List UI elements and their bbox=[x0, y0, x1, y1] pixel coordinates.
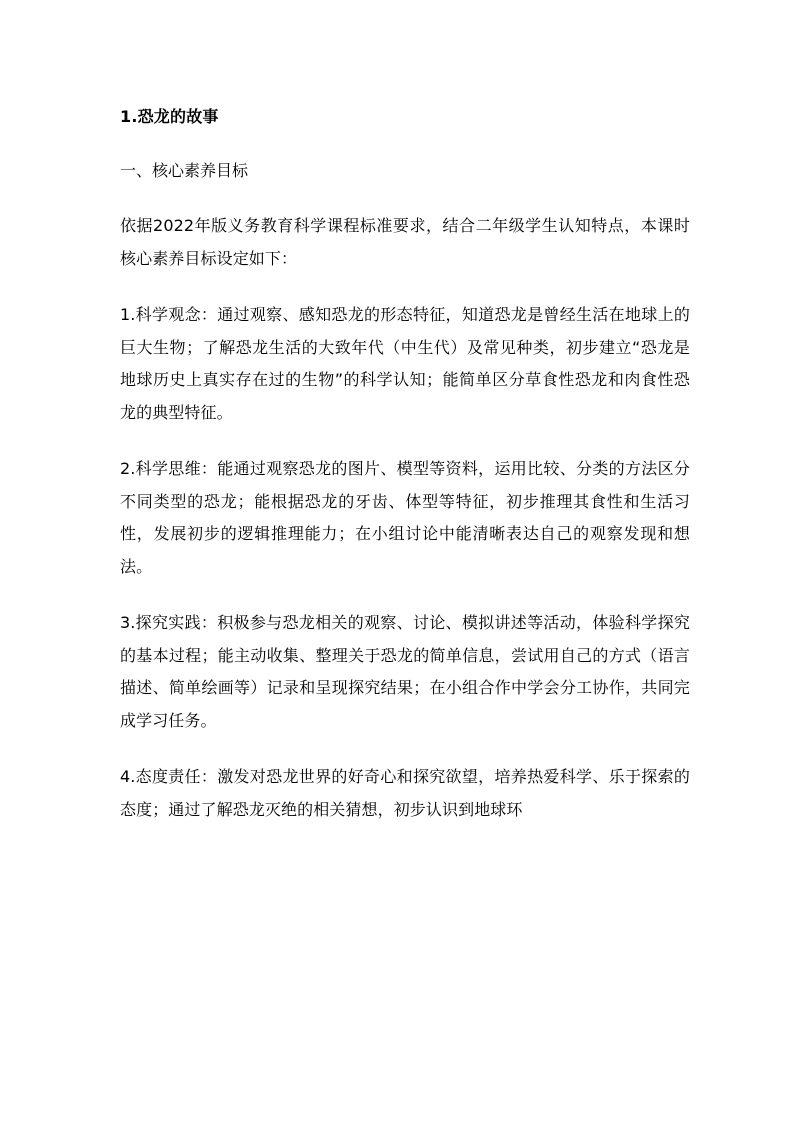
section-heading: 一、核心素养目标 bbox=[120, 161, 249, 180]
paragraph-attitude-responsibility: 4.态度责任：激发对恐龙世界的好奇心和探究欲望，培养热爱科学、乐于探索的态度；通过了解恐龙灭绝的相关猜想，初步认识到地球环 bbox=[120, 767, 690, 819]
document-body bbox=[120, 102, 690, 850]
paragraph-inquiry-practice: 3.探究实践：积极参与恐龙相关的观察、讨论、模拟讲述等活动，体验科学探究的基本过程；能主动收集、整理关于恐龙的简单信息，尝试用自己的方式（语言描述、简单绘画等）记录和呈现探究结果；在小组合作中学会分工协作，共同完成学习任务。 bbox=[120, 613, 690, 730]
intro-paragraph: 依据2022年版义务教育科学课程标准要求，结合二年级学生认知特点，本课时核心素养目标设定如下： bbox=[120, 216, 690, 268]
paragraph-science-thinking: 2.科学思维：能通过观察恐龙的图片、模型等资料，运用比较、分类的方法区分不同类型的恐龙；能根据恐龙的牙齿、体型等特征，初步推理其食性和生活习性，发展初步的逻辑推理能力；在小组讨论中能清晰表达自己的观察发现和想法。 bbox=[120, 459, 690, 576]
document-title: 1.恐龙的故事 bbox=[120, 107, 219, 126]
paragraph-science-concept: 1.科学观念：通过观察、感知恐龙的形态特征，知道恐龙是曾经生活在地球上的巨大生物；了解恐龙生活的大致年代（中生代）及常见种类，初步建立“恐龙是地球历史上真实存在过的生物”的科学认知；能简单区分草食性恐龙和肉食性恐龙的典型特征。 bbox=[120, 305, 690, 422]
